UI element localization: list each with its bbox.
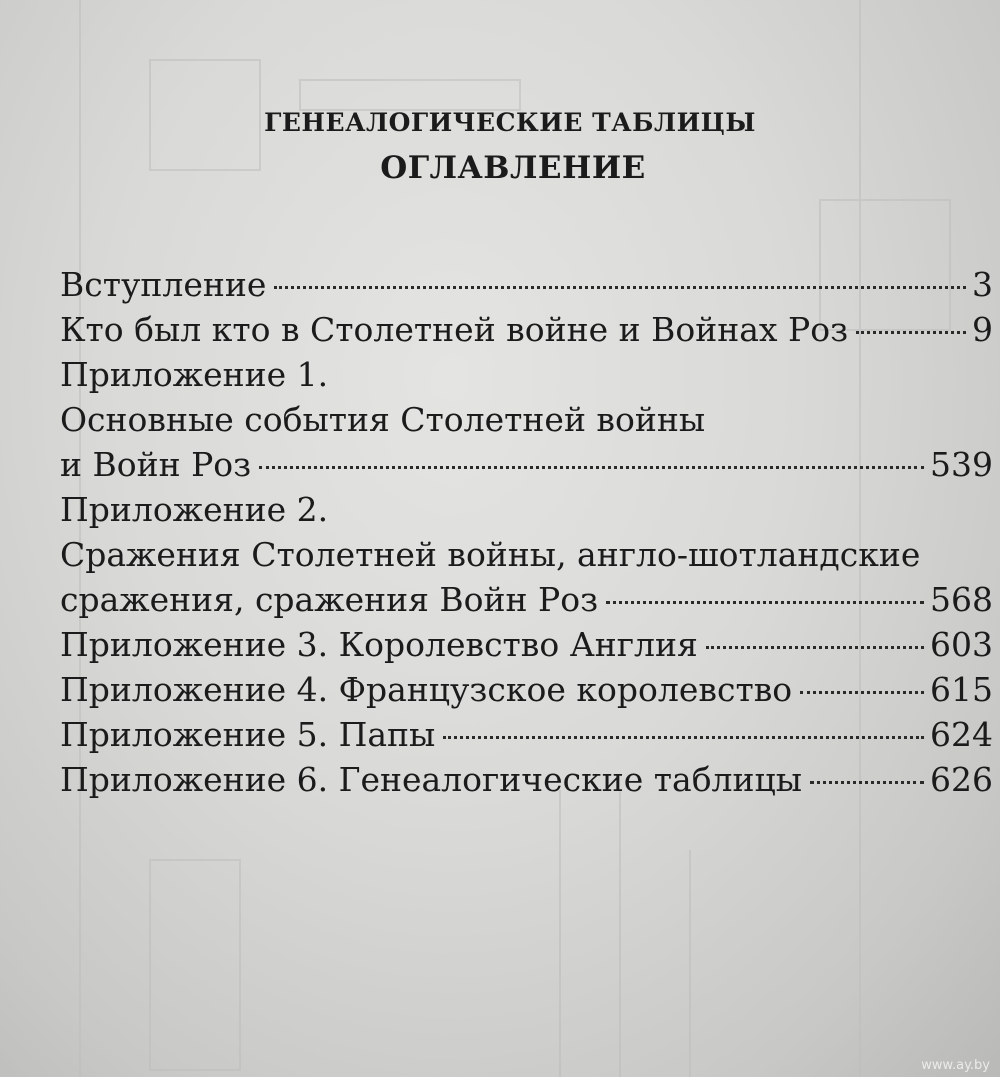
toc-entry-title: Приложение 5. Папы	[60, 715, 436, 754]
toc-page-number: 615	[930, 670, 993, 709]
toc-entry-title: Приложение 6. Генеалогические таблицы	[60, 760, 803, 799]
toc-entry-title: Приложение 3. Королевство Англия	[60, 625, 698, 664]
page-title: ОГЛАВЛЕНИЕ	[380, 150, 646, 186]
toc-entry-title: сражения, сражения Войн Роз	[60, 580, 599, 619]
running-heading: ГЕНЕАЛОГИЧЕСКИЕ ТАБЛИЦЫ	[264, 108, 756, 137]
toc-page-number: 624	[930, 715, 993, 754]
toc-line	[60, 307, 993, 352]
toc-line	[60, 757, 993, 802]
toc-line	[60, 532, 993, 577]
toc-entry-appendix-5	[60, 712, 993, 757]
toc-entry-title: Приложение 1.	[60, 355, 329, 394]
toc-page-number: 568	[930, 580, 993, 619]
toc-entry-appendix-4	[60, 667, 993, 712]
toc-line	[60, 577, 993, 622]
dot-leader	[606, 601, 924, 604]
dot-leader	[856, 331, 966, 334]
toc-entry-title: Приложение 4. Французское королевство	[60, 670, 793, 709]
toc-entry-title: Основные события Столетней войны	[60, 400, 706, 439]
dot-leader	[706, 646, 924, 649]
toc-page-number: 3	[972, 265, 993, 304]
table-of-contents	[60, 262, 993, 802]
toc-entry-appendix-2	[60, 487, 993, 622]
toc-entry-title: Сражения Столетней войны, англо-шотландские	[60, 535, 921, 574]
toc-entry-title: Приложение 2.	[60, 490, 329, 529]
dot-leader	[443, 736, 924, 739]
site-watermark: www.ay.by	[921, 1058, 990, 1073]
toc-entry-title: Вступление	[60, 265, 267, 304]
toc-line	[60, 397, 993, 442]
toc-line	[60, 262, 993, 307]
toc-entry-appendix-6	[60, 757, 993, 802]
dot-leader	[259, 466, 924, 469]
toc-entry-appendix-3	[60, 622, 993, 667]
toc-entry-who-was-who	[60, 307, 993, 352]
toc-line	[60, 442, 993, 487]
toc-line	[60, 622, 993, 667]
toc-page-number: 626	[930, 760, 993, 799]
toc-line	[60, 712, 993, 757]
toc-entry-appendix-1	[60, 352, 993, 487]
toc-entry-introduction	[60, 262, 993, 307]
toc-page-number: 539	[930, 445, 993, 484]
dot-leader	[274, 286, 966, 289]
dot-leader	[810, 781, 924, 784]
toc-entry-title: Кто был кто в Столетней войне и Войнах Роз	[60, 310, 849, 349]
toc-page-number: 9	[972, 310, 993, 349]
toc-line	[60, 352, 993, 397]
dot-leader	[800, 691, 924, 694]
toc-line	[60, 487, 993, 532]
toc-line	[60, 667, 993, 712]
toc-page-number: 603	[930, 625, 993, 664]
toc-entry-title: и Войн Роз	[60, 445, 252, 484]
